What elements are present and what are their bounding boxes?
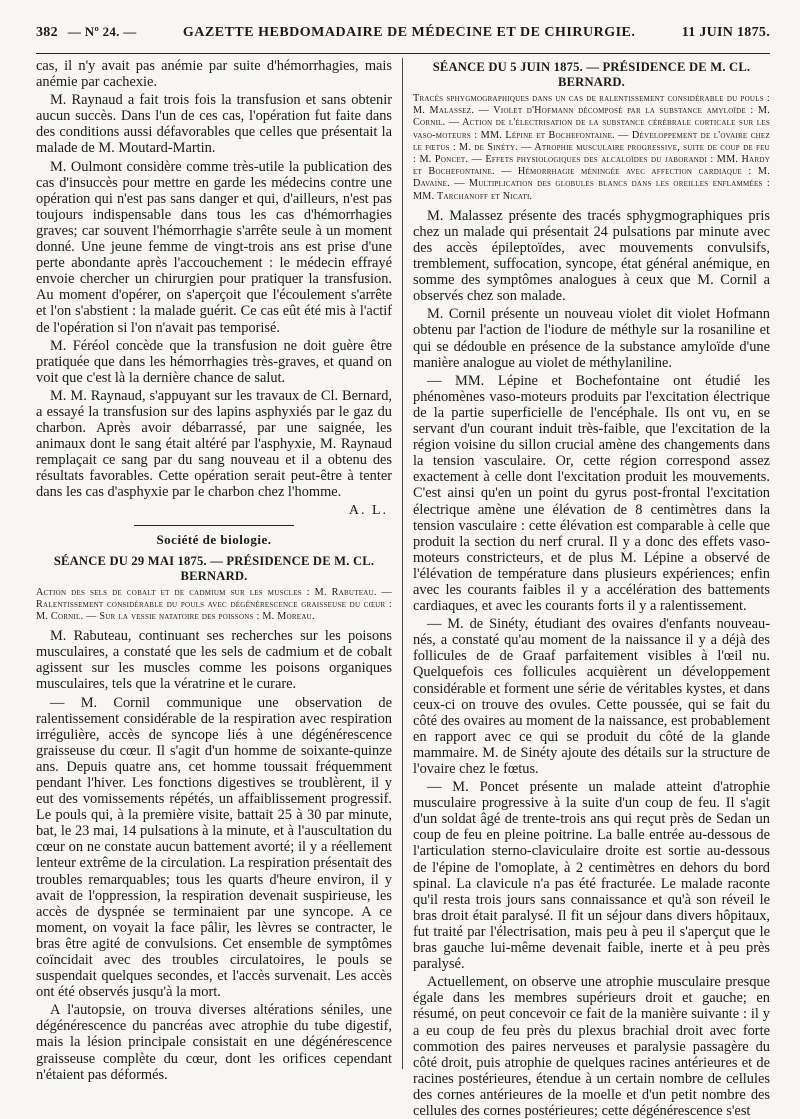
paragraph: — MM. Lépine et Bochefontaine ont étudié les phénomènes vaso-moteurs produits par l'excitation électrique de la partie superficielle de l'encéphale. Ils ont vu, en se servant d'un courant induit très-faible, que l'excitation de la région voisine du sillon crucial amène des changements dans la tension vasculaire. Or, cette région correspond assez exactement à celle dont l'excitation produit les mouvements. C'est ainsi qu'en un point du gyrus post-frontal l'excitation électrique amène une élévation de 8 centimètres dans la tension vasculaire : cette élévation est comparable à celle que produit la section du nerf crural. Il y a donc des effets vaso-moteurs constricteurs, et de plus M. Lépine a observé de l'élévation de température dans plusieurs expériences; enfin avec les courants faibles il y a accélération des battements cardiaques, et avec les courants forts il y a ralentissement. <box>413 372 770 615</box>
paragraph: cas, il n'y avait pas anémie par suite d'hémorrhagies, mais anémie par cachexie. <box>36 58 392 91</box>
paragraph: M. Cornil présente un nouveau violet dit violet Hofmann obtenu par l'action de l'iodure de méthyle sur la rosaniline et qui se dédouble en présence de la substance amyloïde d'une manière analogue au violet de méthylaniline. <box>413 306 770 371</box>
author-signature: A. L. <box>348 502 388 518</box>
paragraph: M. Féréol concède que la transfusion ne doit guère être pratiquée que dans les hémorrhagies très-graves, et quand on voit que c'est là la dernière chance de salut. <box>36 337 392 386</box>
paragraph: M. Malassez présente des tracés sphygmographiques pris chez un malade qui présentait 24 pulsations par minute avec des accès épileptoïdes, avec mouvements convulsifs, tremblement, suffocation, syncope, état général anémique, en somme des symptômes analogues à ceux que M. Cornil a observés chez son malade. <box>413 207 770 305</box>
section-divider <box>134 525 294 526</box>
paragraph: — M. Poncet présente un malade atteint d'atrophie musculaire progressive à la suite d'un coup de feu. Il s'agit d'un soldat âgé de trente-trois ans qui reçut près de Sedan un coup de feu en pleine poitrine. La balle entrée au-dessous de l'articulation sterno-claviculaire droite est sortie au-dessous de l'épine de l'omoplate, à 2 centimètres en dehors du bord spinal. La clavicule n'a pas été fracturée. Le malade raconte qu'il resta trois jours sans connaissance et qu'à son réveil le bras droit était paralysé. Il fit un séjour dans divers hôpitaux, fut traité par l'électrisation, mais peu à peu il s'aperçut que le bras gauche lui-même devenait faible, inerte et à peu près paralysé. <box>413 779 770 973</box>
session-summary: Action des sels de cobalt et de cadmium sur les muscles : M. Rabuteau. — Ralentissement considérable du pouls avec dégénérescence graisseuse du cœur : M. Cornil. — Sur la vessie natatoire des poissons : M. Moreau. <box>36 586 392 622</box>
session-summary: Tracés sphygmographiques dans un cas de ralentissement considérable du pouls : M. Malassez. — Violet d'Hofmann décomposé par la substance amyloïde : M. Cornil. — Action de l'électrisation de la substance cérébrale corticale sur les vaso-moteurs : MM. Lépine et Bochefontaine. — Développement de l'ovaire chez le fœtus : M. de Sinéty. — Atrophie musculaire progressive, suite de coup de feu : M. Poncet. — Effets physiologiques des alcaloïdes du jaborandi : MM. Hardy et Bochefontaine. — Hémorrhagie méningée avec affection cardiaque : M. Davaine. — Multiplication des globules blancs dans les oreilles enflammées : MM. Tarchanoff et Nicati. <box>413 93 770 202</box>
paragraph: A l'autopsie, on trouva diverses altérations séniles, une dégénérescence du pancréas avec atrophie du tube digestif, mais la lésion principale consistait en une dégénérescence graisseuse complète du cœur, dont les orifices cependant n'étaient pas déformés. <box>36 1002 392 1083</box>
society-heading: Société de biologie. <box>156 531 272 547</box>
session-heading: SÉANCE DU 29 MAI 1875. — PRÉSIDENCE DE M. CL. BERNARD. <box>53 553 375 583</box>
journal-title: GAZETTE HEBDOMADAIRE DE MÉDECINE ET DE CHIRURGIE. <box>182 25 636 40</box>
paragraph: M. Raynaud a fait trois fois la transfusion et sans obtenir aucun succès. Dans l'un de ces cas, l'opération fut faite dans des conditions aussi défavorables que celles que présentait la malade de M. Moutard-Martin. <box>36 92 392 157</box>
session-heading: SÉANCE DU 5 JUIN 1875. — PRÉSIDENCE DE M. CL. BERNARD. <box>432 60 751 89</box>
right-column <box>403 58 770 1119</box>
left-column <box>36 58 403 1083</box>
issue-number: — Nº 24. — <box>67 24 137 39</box>
paragraph: Actuellement, on observe une atrophie musculaire presque égale dans les membres supérieurs droit et gauche; en résumé, on peut concevoir ce fait de la manière suivante : il y a eu coup de feu près du plexus brachial droit avec forte commotion des paires nerveuses et paralysie passagère du côté droit, puis atrophie de quelques racines antérieures et de racines postérieures, étendue à un certain nombre de cellules des cornes antérieures de la moelle et d'un petit nombre des cellules des cornes postérieures; cette dégénérescence s'est <box>413 974 770 1119</box>
paragraph: M. Oulmont considère comme très-utile la publication des cas d'insuccès pour mettre en garde les médecins contre une opération qui n'est pas sans danger et qui, d'ailleurs, n'est pas toujours indispensable dans tous les cas d'hémorrhagies graves; car souvent l'hémorrhagie s'arrête seule à un moment donné. Une jeune femme de vingt-trois ans est prise d'une perte abondante après l'accouchement : le médecin effrayé envoie chercher un chirurgien pour pratiquer la transfusion. Au moment d'opérer, on s'aperçoit que l'écoulement s'arrête et l'on s'abstient : la malade guérit. Ce cas eût été mis à l'actif de l'opération si l'on n'avait pas temporisé. <box>36 158 392 336</box>
text-columns <box>36 58 770 1119</box>
page-number: 382 <box>36 25 58 40</box>
issue-date: 11 JUIN 1875. <box>681 25 770 40</box>
running-header <box>36 24 770 54</box>
paragraph: M. Rabuteau, continuant ses recherches sur les poisons musculaires, a constaté que les sels de cadmium et de cobalt agissent sur les muscles comme les poisons organiques musculaires, tels que la vératrine et le curare. <box>36 628 392 693</box>
paragraph: — M. de Sinéty, étudiant des ovaires d'enfants nouveau-nés, a constaté qu'au moment de la naissance il y a déjà des follicules de de Graaf parfaitement visibles à l'œil nu. Quelquefois ces follicules acquièrent un développement considérable et forment une série de véritables kystes, et dans ceux-ci on trouve des ovules. Cette poussée, qui se fait du côté des ovaires au moment de la naissance, est probablement en rapport avec ce qui se produit du côté de la glande mammaire. M. de Sinéty ajoute des détails sur la structure de l'ovaire chez le fœtus. <box>413 616 770 778</box>
paragraph: — M. Cornil communique une observation de ralentissement considérable de la respiration avec respiration irrégulière, accès de syncope liés à une dégénérescence graisseuse du cœur. Il s'agit d'un homme de soixante-quinze ans. Depuis quatre ans, cet homme toussait fréquemment pendant l'hiver. Les fonctions digestives se troublèrent, il y eut des vomissements répétés, un affaiblissement progressif. Le pouls qui, à la première visite, battait 25 à 30 par minute, bat, le 23 mai, 14 pulsations à la minute, et à l'auscultation du cœur on ne constate aucun battement avorté; il y a réellement lenteur extrême de la circulation. La respiration présentait des troubles remarquables; tous les quarts d'heure environ, il y avait de l'oppression, la respiration devenait suspirieuse, les accès de dyspnée se terminaient par une syncope. A ce moment, on voyait la face pâlir, les lèvres se contracter, le bras être agité de convulsions. Cet ensemble de symptômes coïncidait avec des troubles circulatoires, le pouls se suspendait quelques secondes, et l'accès survenait. Les accès ont été observés jusqu'à la mort. <box>36 694 393 1001</box>
paragraph: M. M. Raynaud, s'appuyant sur les travaux de Cl. Bernard, a essayé la transfusion sur des lapins asphyxiés par le gaz du charbon. Après avoir débarrassé, par une saignée, les animaux dont le sang était altéré par l'asphyxie, M. Raynaud remplaçait ce sang par du sang nouveau et il a obtenu des résultats favorables. Cette opération serait peut-être à tenter dans les cas d'asphyxie par le charbon chez l'homme. <box>36 387 392 501</box>
